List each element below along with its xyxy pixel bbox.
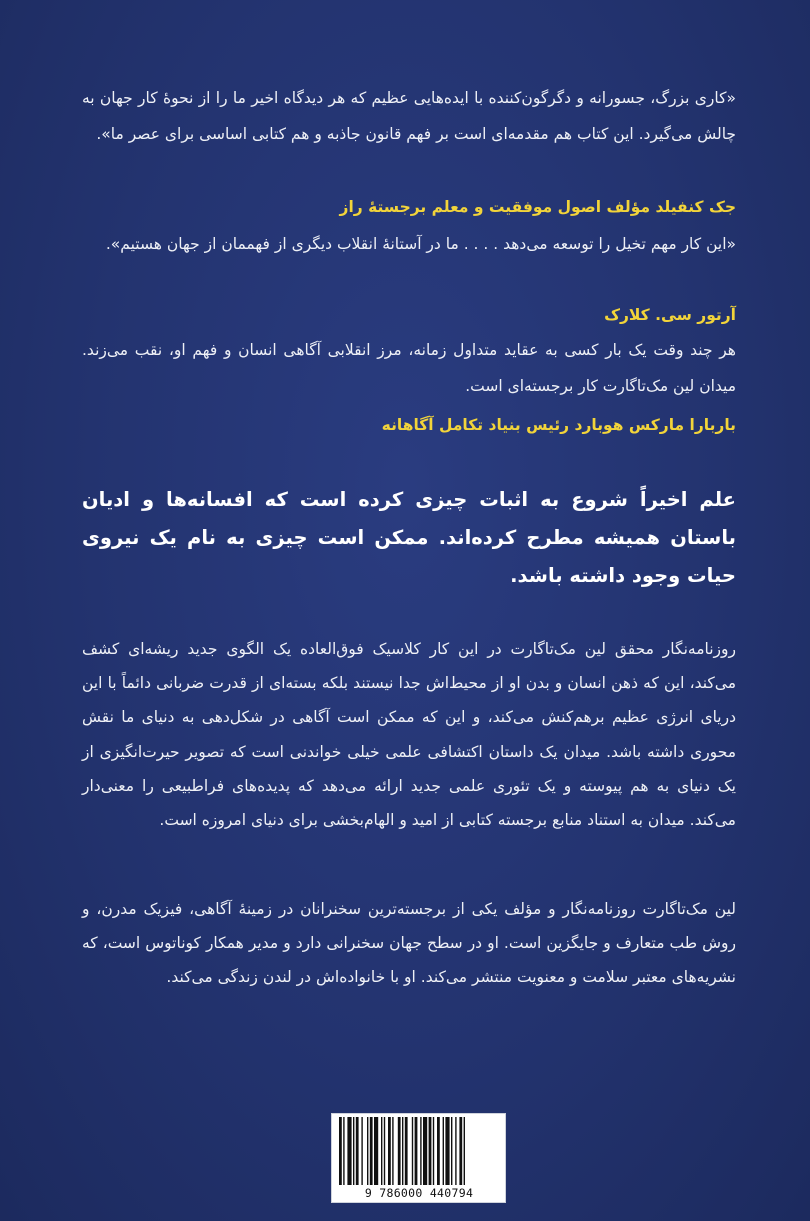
barcode-bar <box>353 1117 354 1185</box>
barcode-bar <box>415 1117 418 1185</box>
barcode <box>331 1113 506 1203</box>
barcode-bar <box>356 1117 359 1185</box>
quote-3-attribution: باربارا مارکس هوبارد رئیس بنیاد تکامل آگاهانه <box>381 416 736 434</box>
headline: علم اخیراً شروع به اثبات چیزی کرده است که افسانه‌ها و ادیان باستان همیشه مطرح کرده‌اند. ممکن است چیزی به نام یک نیروی حیات وجود داشته باشد. <box>82 488 736 587</box>
barcode-bar <box>402 1117 403 1185</box>
barcode-bar <box>384 1117 385 1185</box>
barcode-bar <box>437 1117 440 1185</box>
barcode-bar <box>398 1117 401 1185</box>
quote-1-text: «کاری بزرگ، جسورانه و دگرگون‌کننده با ایده‌هایی عظیم که هر دیدگاه اخیر ما را از نحوهٔ کار جهان به چالش می‌گیرد. این کتاب هم مقدمه‌ای است بر فهم قانون جاذبه و هم کتابی اساسی برای عصر ما». <box>82 89 736 143</box>
quote-3-text: هر چند وقت یک بار کسی به عقاید متداول زمانه، مرز انقلابی آگاهی انسان و فهم او، نقب می‌زند. میدان لین مک‌تاگارت کار برجسته‌ای است. <box>82 341 736 395</box>
book-description: روزنامه‌نگار محقق لین مک‌تاگارت در این کار کلاسیک فوق‌العاده یک الگوی جدید ریشه‌ای کشف می‌کند، این که ذهن انسان و بدن او از محیط‌اش جدا نیستند بلکه بسته‌ای از قدرت ضربانی دائماً با این دریای انرژی عظیم برهم‌کنش می‌کند، و این که ممکن است آگاهی در شکل‌دهی به دنیای ما نقش محوری داشته باشد. میدان یک داستان اکتشافی علمی خیلی خواندنی است که تصویر حیرت‌انگیزی از یک دنیای به هم پیوسته و یک تئوری علمی جدید ارائه می‌دهد که پدیده‌های فراطبیعی را معنی‌دار می‌کند. میدان به استناد منابع برجسته کتابی از امید و الهام‌بخشی برای دنیای امروزه است. <box>82 640 736 830</box>
barcode-bar <box>374 1117 378 1185</box>
barcode-bar <box>392 1117 393 1185</box>
barcode-bar <box>343 1117 344 1185</box>
barcode-bar <box>370 1117 373 1185</box>
barcode-bar <box>367 1117 368 1185</box>
barcode-bar <box>423 1117 427 1185</box>
barcode-bar <box>412 1117 413 1185</box>
barcode-bars <box>337 1117 500 1185</box>
barcode-bar <box>459 1117 462 1185</box>
barcode-bar <box>429 1117 432 1185</box>
barcode-bar <box>361 1117 362 1185</box>
barcode-bar <box>381 1117 382 1185</box>
barcode-bar <box>420 1117 421 1185</box>
barcode-bar <box>455 1117 456 1185</box>
barcode-bar <box>445 1117 449 1185</box>
quote-2-text: «این کار مهم تخیل را توسعه می‌دهد . . . . ما در آستانهٔ انقلاب دیگری از فهممان از جهان هستیم». <box>105 235 736 253</box>
quote-1-attribution: جک کنفیلد مؤلف اصول موفقیت و معلم برجستهٔ راز <box>339 198 736 216</box>
barcode-bar <box>339 1117 342 1185</box>
barcode-bar <box>451 1117 452 1185</box>
barcode-number: 9 786000 440794 <box>364 1186 474 1200</box>
quote-2-attribution: آرتور سی. کلارک <box>604 306 736 324</box>
barcode-bar <box>347 1117 351 1185</box>
barcode-bar <box>433 1117 434 1185</box>
barcode-bar <box>405 1117 408 1185</box>
barcode-bar <box>464 1117 465 1185</box>
barcode-bar <box>388 1117 391 1185</box>
author-bio: لین مک‌تاگارت روزنامه‌نگار و مؤلف یکی از برجسته‌ترین سخنرانان در زمینهٔ آگاهی، فیزیک مدرن، و روش طب متعارف و جایگزین است. او در سطح جهان سخنرانی دارد و مدیر همکار کوناتوس است، که نشریه‌های معتبر سلامت و معنویت منتشر می‌کند. او با خانواده‌اش در لندن زندگی می‌کند. <box>82 900 736 987</box>
barcode-bar <box>443 1117 444 1185</box>
